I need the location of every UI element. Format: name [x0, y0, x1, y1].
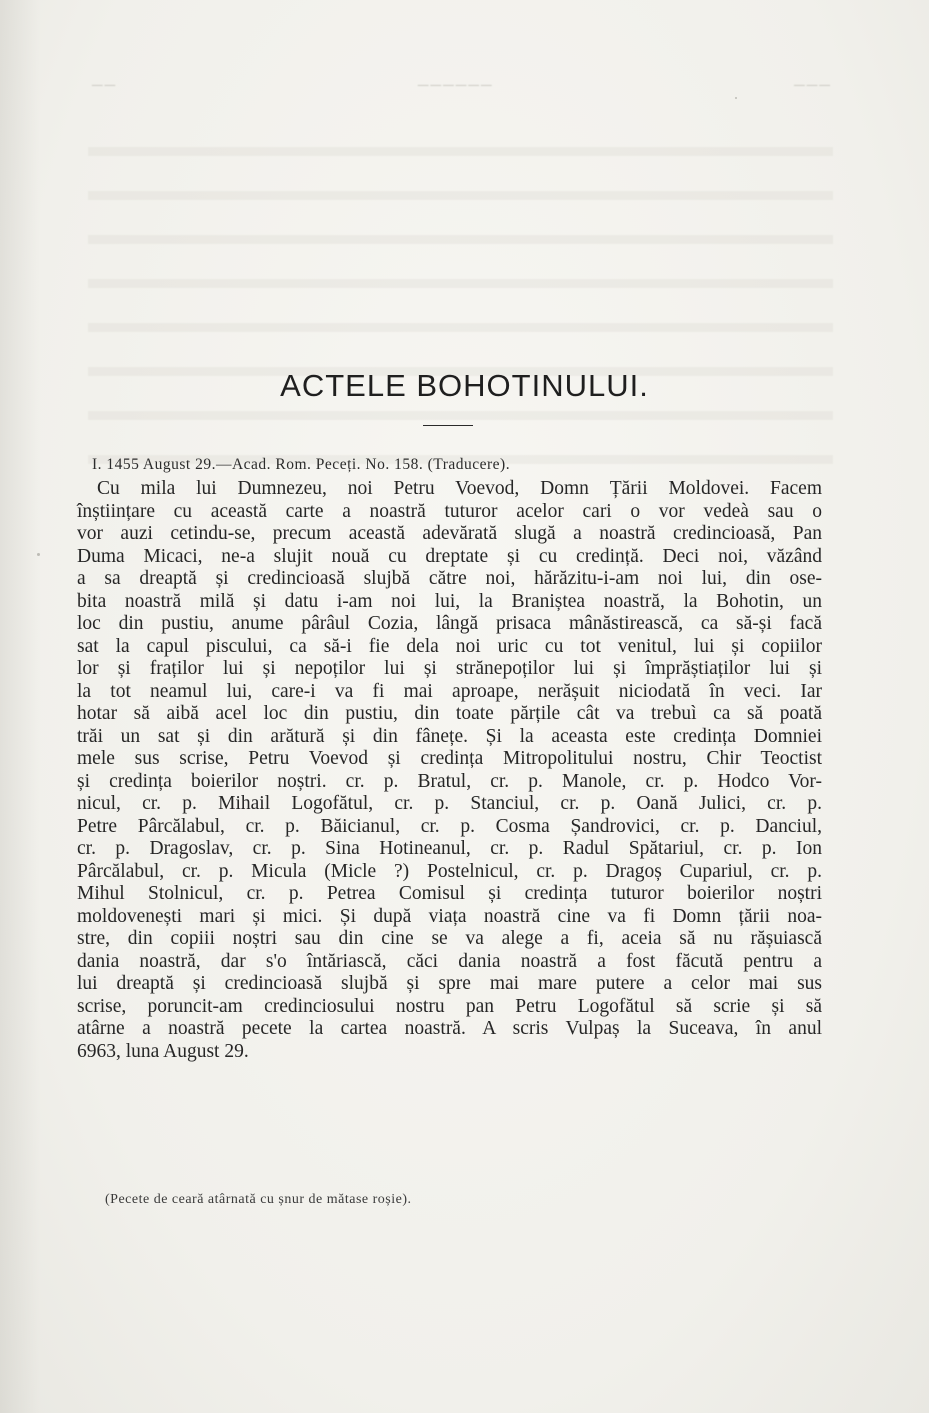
reverse-side-text-bleed: [88, 125, 833, 475]
body-line: a sa dreaptă și credincioasă slujbă către noi, hărăzitu-i-am noi lui, din ose-: [77, 568, 822, 589]
source-reference: I. 1455 August 29.—Acad. Rom. Peceți. No. 158. (Traducere).: [92, 456, 511, 473]
body-line: sat la capul piscului, ca să-i fie dela noi uric cu tot venitul, lui și copiilor: [77, 635, 822, 657]
body-line: dania noastră, dar s'o întăriască, căci dania noastră a fost făcută pentru a: [77, 950, 822, 972]
reverse-side-header-bleed: ─── ────── ──: [90, 78, 830, 94]
page-edge-shadow: [0, 0, 40, 1413]
body-line: la tot neamul lui, care-i va fi mai aproape, nerășuit niciodată în veci. Iar: [77, 680, 822, 702]
body-line: hotar să aibă acel loc din pustiu, din toate părțile cât va trebuì ca să poată: [77, 703, 822, 724]
body-line: atârne a noastră pecete la cartea noastră. A scris Vulpaș la Suceava, în anul: [77, 1018, 822, 1039]
document-title: ACTELE BOHOTINULUI.: [280, 368, 649, 403]
body-line: vor auzi cetindu-se, precum această adevărată slugă a noastră credincioasă, Pan: [77, 523, 822, 544]
seal-note: (Pecete de ceară atârnată cu șnur de mătase roșie).: [105, 1192, 412, 1207]
body-line: Mihul Stolnicul, cr. p. Petrea Comisul și credința tuturor boierilor noștri: [77, 883, 822, 904]
body-line: cr. p. Dragoslav, cr. p. Sina Hotineanul, cr. p. Radul Spătariul, cr. p. Ion: [77, 838, 822, 859]
body-line: loc din pustiu, anume pârâul Cozia, lângă prisaca mânăstirească, ca să-și facă: [77, 613, 822, 634]
body-line: și credința boierilor noștri. cr. p. Bratul, cr. p. Manole, cr. p. Hodco Vor-: [77, 770, 822, 792]
body-line: moldovenești mari și mici. Și după viața noastră cine va fi Domn țării noa-: [77, 905, 822, 927]
body-line: lui dreaptă și credincioasă slujbă și spre mai mare putere a celor mai sus: [77, 973, 822, 994]
body-line: mele sus scrise, Petru Voevod și credința Mitropolitului nostru, Chir Teoctist: [77, 748, 822, 769]
body-line: stre, din copiii noștri sau din cine se va alege a fi, aceia să nu rășuiască: [77, 928, 822, 949]
body-line: Duma Micaci, ne-a slujit nouă cu dreptate și cu credință. Deci noi, văzând: [77, 545, 822, 567]
body-line: 6963, luna August 29.: [77, 1040, 249, 1062]
body-line: înștiințare cu această carte a noastră tuturor acelor cari o vor vedeà sau o: [77, 500, 822, 522]
document-body: [77, 478, 822, 1063]
body-line: lor și fraților lui și nepoților lui și strănepoților lui și împrăștiaților lui și: [77, 658, 822, 679]
paper-speck: [735, 97, 737, 99]
body-line: Cu mila lui Dumnezeu, noi Petru Voevod, Domn Țării Moldovei. Facem: [97, 478, 822, 499]
body-line: Pârcălabul, cr. p. Micula (Micle ?) Postelnicul, cr. p. Dragoș Cupariul, cr. p.: [77, 860, 822, 882]
body-line: nicul, cr. p. Mihail Logofătul, cr. p. Stanciul, cr. p. Oană Julici, cr. p.: [77, 793, 822, 814]
title-divider: [423, 425, 473, 426]
body-line: trăi un sat și din arătură și din fânețe. Și la aceasta este credința Domniei: [77, 725, 822, 747]
body-line: scrise, poruncit-am credinciosului nostru pan Petru Logofătul să scrie și să: [77, 995, 822, 1017]
paper-speck: [37, 553, 40, 556]
body-line: bita noastră milă și datu i-am noi lui, la Braniștea noastră, la Bohotin, un: [77, 590, 822, 612]
body-line: Petre Pârcălabul, cr. p. Băicianul, cr. p. Cosma Șandrovici, cr. p. Danciul,: [77, 815, 822, 837]
